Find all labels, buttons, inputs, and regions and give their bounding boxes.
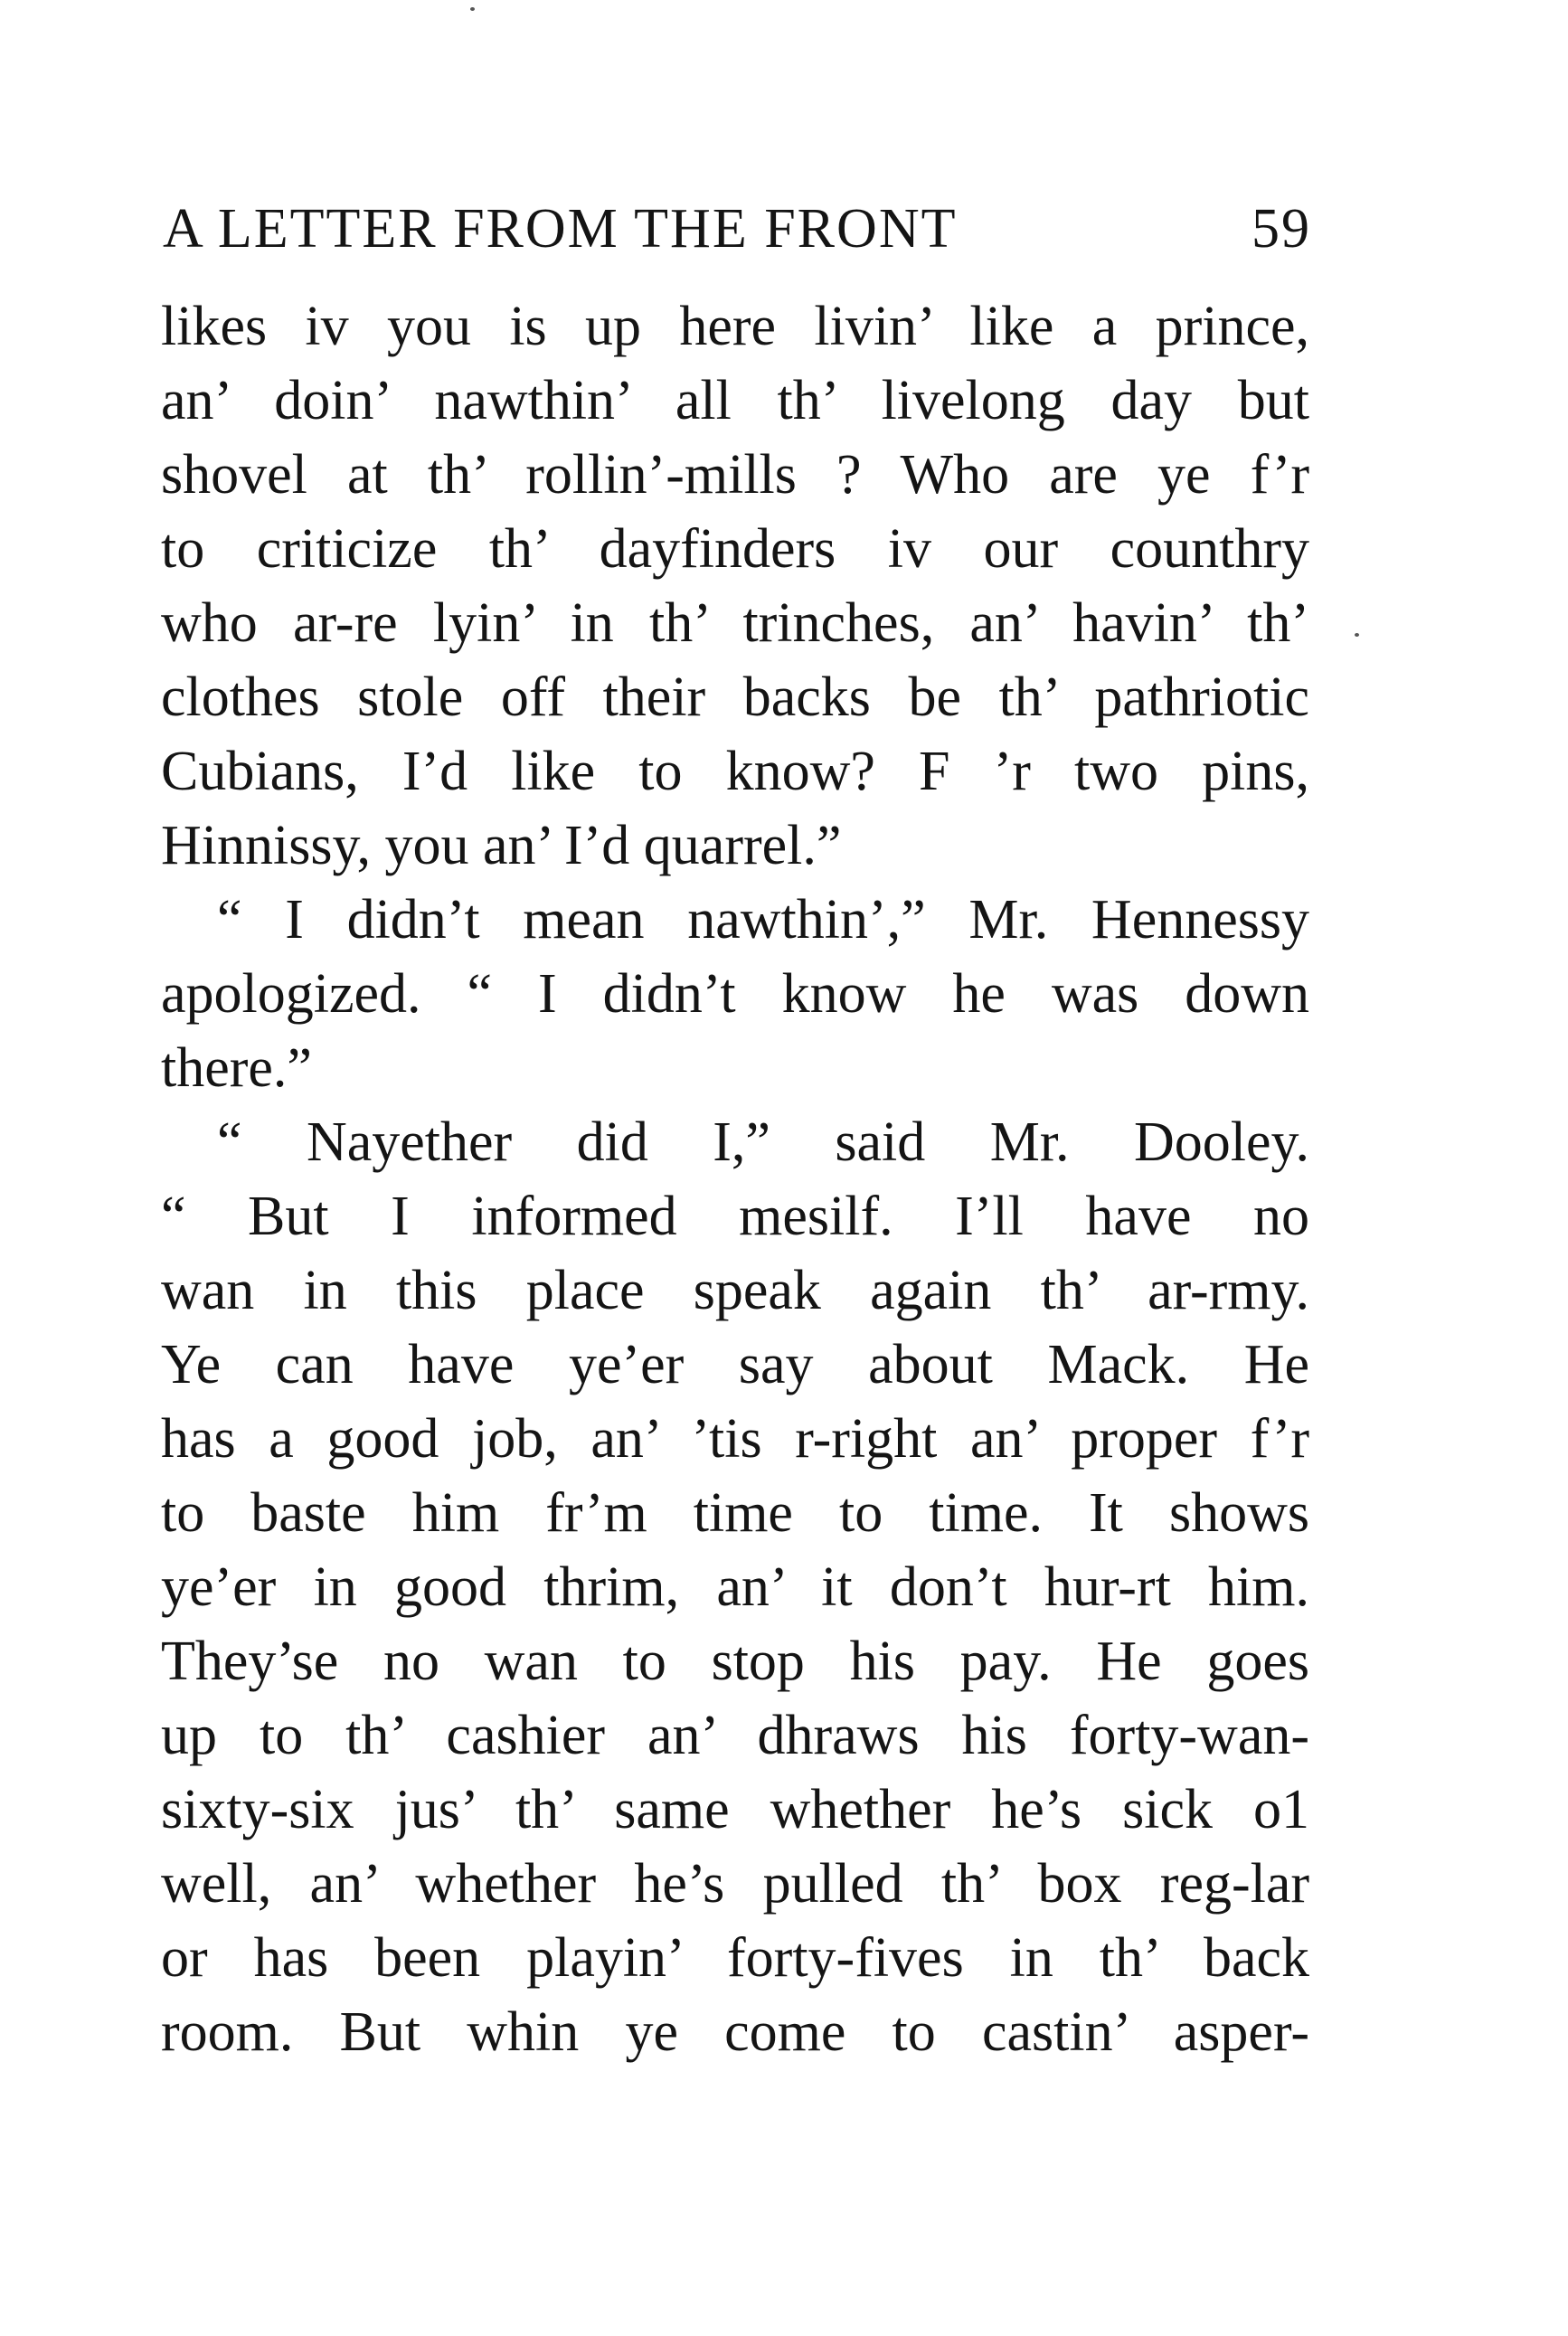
paper-speck — [470, 7, 475, 11]
text-line: well, an’ whether he’s pulled th’ box reg-lar — [161, 1853, 1309, 1915]
page-number: 59 — [1252, 198, 1311, 260]
text-line: an’ doin’ nawthin’ all th’ livelong day but — [161, 370, 1309, 431]
text-line: shovel at th’ rollin’-mills ? Who are ye f’r — [161, 444, 1309, 506]
body-text — [161, 289, 1309, 2069]
text-line: sixty-six jus’ th’ same whether he’s sick o1 — [161, 1779, 1309, 1840]
text-line: up to th’ cashier an’ dhraws his forty-wan- — [161, 1705, 1309, 1766]
text-line: Ye can have ye’er say about Mack. He — [161, 1334, 1309, 1395]
text-line: apologized. “ I didn’t know he was down — [161, 963, 1309, 1025]
text-line: ye’er in good thrim, an’ it don’t hur-rt him. — [161, 1556, 1309, 1618]
text-line: who ar-re lyin’ in th’ trinches, an’ havin’ th’ — [161, 592, 1309, 654]
running-head: A LETTER FROM THE FRONT — [163, 198, 958, 260]
text-line: They’se no wan to stop his pay. He goes — [161, 1631, 1309, 1692]
paper-speck — [1355, 633, 1359, 637]
text-line: has a good job, an’ ’tis r-right an’ proper f’r — [161, 1408, 1309, 1470]
text-line: “ Nayether did I,” said Mr. Dooley. — [217, 1111, 1309, 1173]
text-line: or has been playin’ forty-fives in th’ back — [161, 1927, 1309, 1989]
text-line: “ I didn’t mean nawthin’,” Mr. Hennessy — [217, 889, 1309, 950]
text-line: clothes stole off their backs be th’ pathriotic — [161, 667, 1309, 728]
text-line: room. But whin ye come to castin’ asper- — [161, 2001, 1309, 2063]
page-header — [163, 179, 1311, 279]
text-line: “ But I informed mesilf. I’ll have no — [161, 1186, 1309, 1247]
text-line: to criticize th’ dayfinders iv our counthry — [161, 518, 1309, 580]
text-line: there.” — [161, 1037, 312, 1099]
text-line: likes iv you is up here livin’ like a prince, — [161, 296, 1309, 357]
text-line: to baste him fr’m time to time. It shows — [161, 1482, 1309, 1544]
text-line: Hinnissy, you an’ I’d quarrel.” — [161, 815, 842, 876]
text-line: Cubians, I’d like to know? F ’r two pins, — [161, 741, 1309, 802]
text-line: wan in this place speak again th’ ar-rmy. — [161, 1260, 1309, 1321]
